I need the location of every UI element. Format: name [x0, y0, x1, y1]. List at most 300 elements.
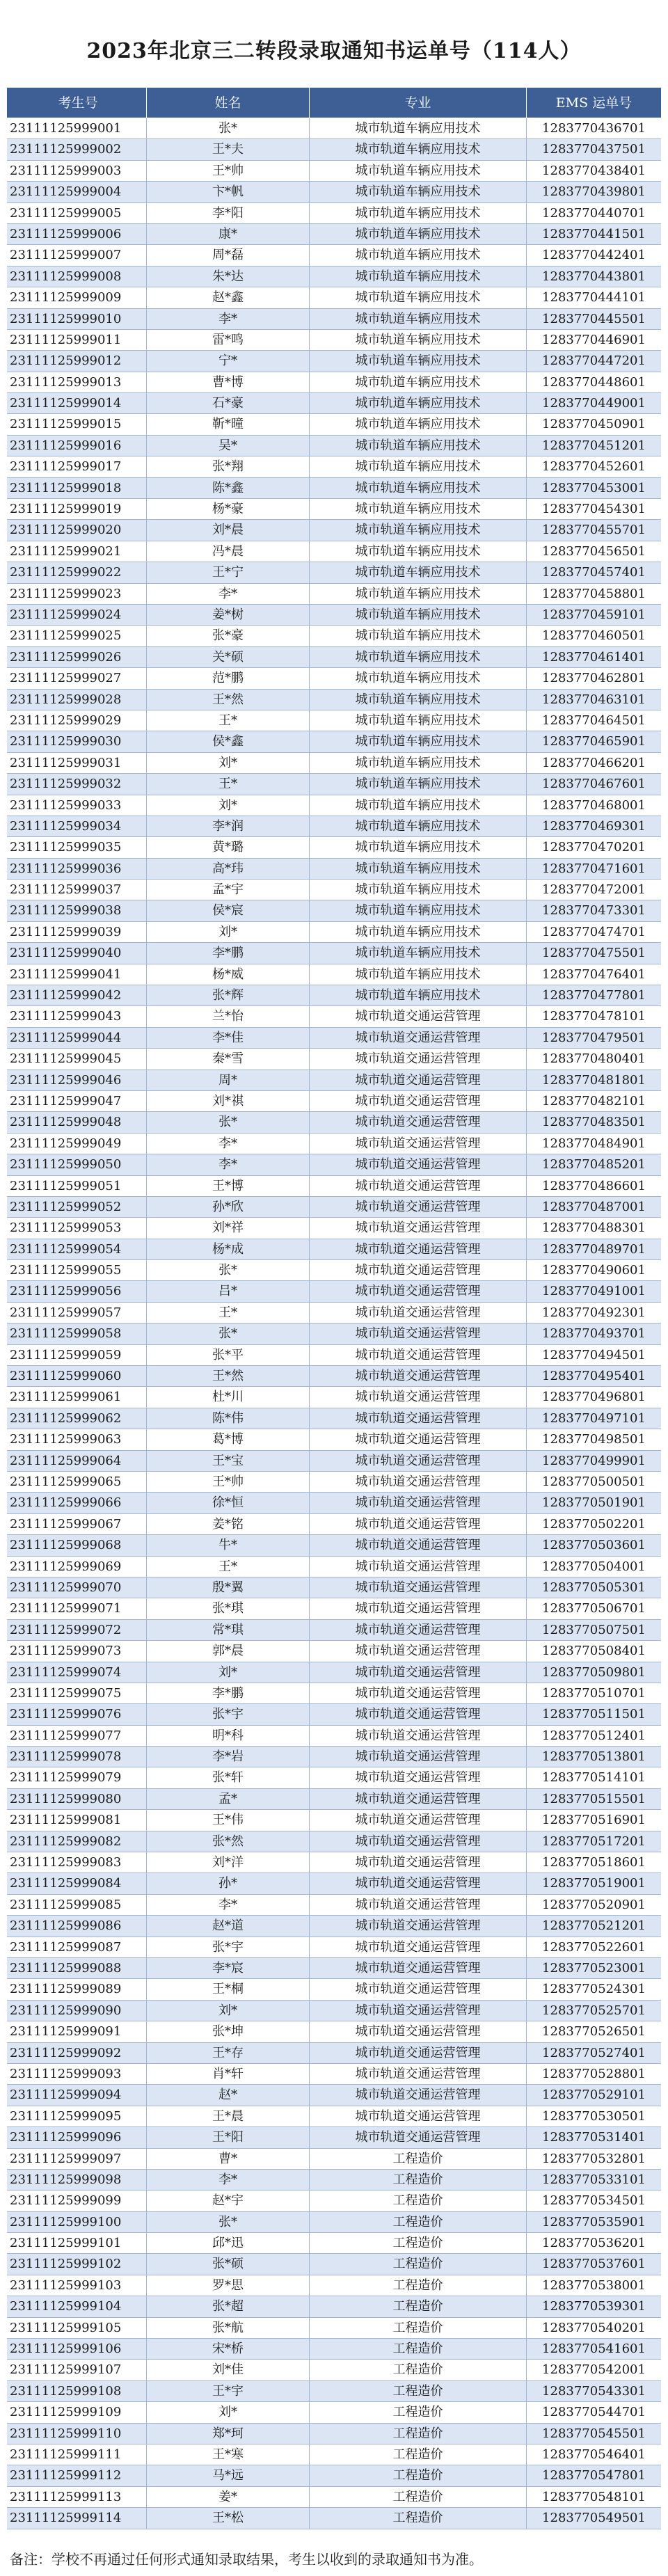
cell-name: 王*桐	[147, 1979, 310, 1999]
page-title: 2023年北京三二转段录取通知书运单号（114人）	[86, 39, 582, 63]
table-row	[7, 499, 661, 520]
cell-name: 李*	[147, 584, 310, 604]
cell-name: 常*琪	[147, 1620, 310, 1640]
cell-ems-number: 1283770509801	[542, 1664, 646, 1680]
cell-exam-id: 23111125999008	[7, 267, 147, 287]
cell-ems-number: 1283770495401	[542, 1369, 646, 1384]
table-row	[7, 1387, 661, 1408]
cell-ems-number: 1283770436701	[542, 121, 646, 136]
cell-name: 宋*桥	[147, 2339, 310, 2359]
cell-major: 城市轨道车辆应用技术	[310, 816, 527, 836]
cell-exam-id: 23111125999010	[7, 309, 147, 329]
cell-name: 朱*达	[147, 267, 310, 287]
cell-name: 王*宇	[147, 2381, 310, 2401]
cell-name: 张*豪	[147, 626, 310, 646]
cell-name: 李*岩	[147, 1747, 310, 1767]
cell-exam-id: 23111125999075	[7, 1683, 147, 1703]
cell-exam-id: 23111125999090	[7, 2001, 147, 2021]
cell-exam-id: 23111125999104	[7, 2296, 147, 2316]
cell-ems-number: 1283770504001	[542, 1559, 646, 1574]
cell-name: 王*阳	[147, 2127, 310, 2147]
cell-name: 邱*迅	[147, 2233, 310, 2253]
cell-name: 刘*晨	[147, 520, 310, 540]
table-row	[7, 1239, 661, 1260]
table-row	[7, 584, 661, 605]
table-row	[7, 1091, 661, 1112]
table-row	[7, 1345, 661, 1366]
cell-exam-id: 23111125999015	[7, 414, 147, 434]
cell-exam-id: 23111125999089	[7, 1979, 147, 1999]
cell-exam-id: 23111125999035	[7, 837, 147, 857]
cell-ems-number: 1283770514101	[542, 1770, 646, 1786]
cell-name: 王*然	[147, 690, 310, 710]
cell-major: 城市轨道交通运营管理	[310, 1916, 527, 1936]
cell-exam-id: 23111125999028	[7, 690, 147, 710]
table-row	[7, 2064, 661, 2085]
table-row	[7, 2424, 661, 2444]
cell-name: 侯*宸	[147, 900, 310, 921]
table-row	[7, 647, 661, 668]
cell-exam-id: 23111125999043	[7, 1006, 147, 1026]
table-row	[7, 2085, 661, 2106]
cell-major: 城市轨道交通运营管理	[310, 1197, 527, 1217]
cell-exam-id: 23111125999087	[7, 1937, 147, 1957]
cell-name: 秦*雪	[147, 1049, 310, 1069]
cell-name: 刘*	[147, 2001, 310, 2021]
cell-exam-id: 23111125999113	[7, 2487, 147, 2507]
cell-ems-number: 1283770533101	[542, 2172, 646, 2187]
table-row	[7, 668, 661, 689]
cell-major: 城市轨道交通运营管理	[310, 1852, 527, 1873]
cell-name: 杨*威	[147, 964, 310, 985]
cell-ems-number: 1283770493701	[542, 1326, 646, 1342]
table-row	[7, 2381, 661, 2402]
cell-major: 城市轨道交通运营管理	[310, 1620, 527, 1640]
cell-exam-id: 23111125999107	[7, 2360, 147, 2380]
cell-major: 城市轨道交通运营管理	[310, 1345, 527, 1365]
cell-major: 城市轨道交通运营管理	[310, 1958, 527, 1978]
table-row	[7, 753, 661, 774]
table-row	[7, 1535, 661, 1556]
header-ems-number: EMS 运单号	[555, 95, 633, 111]
cell-major: 城市轨道车辆应用技术	[310, 562, 527, 582]
cell-major: 城市轨道交通运营管理	[310, 1260, 527, 1280]
cell-exam-id: 23111125999105	[7, 2318, 147, 2338]
cell-major: 工程造价	[310, 2296, 527, 2316]
cell-ems-number: 1283770506701	[542, 1601, 646, 1616]
cell-exam-id: 23111125999094	[7, 2085, 147, 2105]
cell-exam-id: 23111125999047	[7, 1091, 147, 1111]
cell-ems-number: 1283770540201	[542, 2320, 646, 2335]
cell-ems-number: 1283770457401	[542, 565, 646, 580]
cell-ems-number: 1283770466201	[542, 755, 646, 770]
cell-exam-id: 23111125999030	[7, 731, 147, 752]
cell-major: 工程造价	[310, 2381, 527, 2401]
cell-exam-id: 23111125999041	[7, 964, 147, 985]
cell-name: 侯*鑫	[147, 731, 310, 752]
cell-ems-number: 1283770448601	[542, 374, 646, 390]
cell-name: 赵*宇	[147, 2191, 310, 2211]
cell-name: 肖*轩	[147, 2064, 310, 2084]
cell-exam-id: 23111125999073	[7, 1641, 147, 1661]
cell-major: 城市轨道交通运营管理	[310, 1006, 527, 1026]
cell-exam-id: 23111125999013	[7, 372, 147, 392]
cell-name: 刘*	[147, 753, 310, 773]
cell-name: 王*	[147, 1557, 310, 1577]
cell-major: 工程造价	[310, 2444, 527, 2465]
cell-name: 陈*鑫	[147, 478, 310, 498]
table-row	[7, 774, 661, 795]
cell-name: 刘*佳	[147, 2360, 310, 2380]
cell-major: 城市轨道交通运营管理	[310, 1979, 527, 1999]
cell-major: 城市轨道车辆应用技术	[310, 330, 527, 350]
table-row	[7, 880, 661, 900]
cell-major: 城市轨道车辆应用技术	[310, 900, 527, 921]
cell-name: 殷*翼	[147, 1577, 310, 1598]
cell-exam-id: 23111125999095	[7, 2106, 147, 2126]
table-row	[7, 309, 661, 330]
cell-major: 城市轨道车辆应用技术	[310, 436, 527, 456]
cell-major: 城市轨道交通运营管理	[310, 2064, 527, 2084]
table-row	[7, 1937, 661, 1958]
cell-exam-id: 23111125999085	[7, 1895, 147, 1915]
cell-major: 城市轨道交通运营管理	[310, 1557, 527, 1577]
table-row	[7, 1451, 661, 1472]
cell-ems-number: 1283770439801	[542, 184, 646, 200]
cell-name: 王*然	[147, 1366, 310, 1386]
cell-name: 张*轩	[147, 1767, 310, 1788]
table-row	[7, 224, 661, 245]
cell-name: 王*松	[147, 2508, 310, 2528]
table-row	[7, 520, 661, 541]
cell-exam-id: 23111125999036	[7, 859, 147, 879]
cell-name: 李*阳	[147, 203, 310, 223]
cell-major: 城市轨道车辆应用技术	[310, 774, 527, 794]
cell-ems-number: 1283770467601	[542, 777, 646, 792]
cell-major: 城市轨道交通运营管理	[310, 1747, 527, 1767]
cell-major: 城市轨道车辆应用技术	[310, 605, 527, 625]
cell-name: 刘*	[147, 922, 310, 942]
cell-exam-id: 23111125999100	[7, 2212, 147, 2232]
table-row	[7, 2127, 661, 2148]
cell-exam-id: 23111125999052	[7, 1197, 147, 1217]
table-row	[7, 1895, 661, 1916]
cell-major: 城市轨道交通运营管理	[310, 1154, 527, 1175]
cell-major: 城市轨道车辆应用技术	[310, 309, 527, 329]
cell-name: 孟*宇	[147, 880, 310, 900]
cell-exam-id: 23111125999026	[7, 647, 147, 667]
cell-ems-number: 1283770516901	[542, 1813, 646, 1828]
cell-name: 赵*道	[147, 1916, 310, 1936]
table-row	[7, 1323, 661, 1344]
cell-name: 吴*	[147, 436, 310, 456]
table-row	[7, 605, 661, 626]
cell-name: 杜*川	[147, 1387, 310, 1407]
cell-exam-id: 23111125999059	[7, 1345, 147, 1365]
table-row	[7, 2043, 661, 2064]
cell-name: 张*硕	[147, 2254, 310, 2274]
table-row	[7, 731, 661, 752]
cell-name: 曹*	[147, 2149, 310, 2169]
cell-name: 李*佳	[147, 1028, 310, 1048]
table-row	[7, 985, 661, 1006]
cell-exam-id: 23111125999042	[7, 985, 147, 1005]
cell-major: 城市轨道车辆应用技术	[310, 690, 527, 710]
cell-exam-id: 23111125999106	[7, 2339, 147, 2359]
table-row	[7, 1577, 661, 1598]
cell-ems-number: 1283770445501	[542, 311, 646, 326]
cell-exam-id: 23111125999088	[7, 1958, 147, 1978]
cell-exam-id: 23111125999070	[7, 1577, 147, 1598]
cell-exam-id: 23111125999086	[7, 1916, 147, 1936]
cell-exam-id: 23111125999053	[7, 1218, 147, 1238]
cell-name: 兰*怡	[147, 1006, 310, 1026]
cell-ems-number: 1283770444101	[542, 290, 646, 305]
cell-exam-id: 23111125999005	[7, 203, 147, 223]
table-row	[7, 118, 661, 139]
admission-table	[7, 88, 661, 2529]
cell-ems-number: 1283770480401	[542, 1051, 646, 1067]
cell-exam-id: 23111125999076	[7, 1704, 147, 1724]
cell-exam-id: 23111125999029	[7, 710, 147, 731]
cell-major: 工程造价	[310, 2339, 527, 2359]
cell-name: 张*宇	[147, 1937, 310, 1957]
cell-name: 李*润	[147, 816, 310, 836]
cell-major: 城市轨道车辆应用技术	[310, 668, 527, 688]
cell-major: 城市轨道车辆应用技术	[310, 499, 527, 519]
cell-name: 康*	[147, 224, 310, 244]
cell-ems-number: 1283770441501	[542, 226, 646, 241]
cell-major: 城市轨道车辆应用技术	[310, 372, 527, 392]
cell-major: 工程造价	[310, 2254, 527, 2274]
table-row	[7, 1197, 661, 1218]
table-row	[7, 2149, 661, 2170]
cell-exam-id: 23111125999081	[7, 1810, 147, 1830]
table-row	[7, 1641, 661, 1662]
cell-exam-id: 23111125999004	[7, 182, 147, 202]
table-row	[7, 182, 661, 202]
cell-name: 李*宸	[147, 1958, 310, 1978]
table-row	[7, 1789, 661, 1810]
cell-exam-id: 23111125999045	[7, 1049, 147, 1069]
cell-ems-number: 1283770538001	[542, 2277, 646, 2293]
cell-ems-number: 1283770547801	[542, 2468, 646, 2483]
cell-ems-number: 1283770450901	[542, 417, 646, 432]
cell-major: 城市轨道车辆应用技术	[310, 647, 527, 667]
cell-major: 城市轨道交通运营管理	[310, 1429, 527, 1449]
footer-note: 备注：学校不再通过任何形式通知录取结果，考生以收到的录取通知书为准。	[10, 2551, 483, 2568]
table-row	[7, 2487, 661, 2508]
cell-ems-number: 1283770530501	[542, 2108, 646, 2124]
cell-major: 城市轨道车辆应用技术	[310, 837, 527, 857]
cell-exam-id: 23111125999019	[7, 499, 147, 519]
cell-ems-number: 1283770545501	[542, 2426, 646, 2441]
cell-exam-id: 23111125999040	[7, 943, 147, 963]
cell-ems-number: 1283770510701	[542, 1685, 646, 1701]
cell-ems-number: 1283770522601	[542, 1939, 646, 1955]
cell-ems-number: 1283770459101	[542, 607, 646, 622]
cell-major: 城市轨道交通运营管理	[310, 1831, 527, 1852]
table-row	[7, 1303, 661, 1323]
cell-exam-id: 23111125999001	[7, 118, 147, 138]
cell-name: 牛*	[147, 1535, 310, 1555]
table-row	[7, 1767, 661, 1788]
cell-major: 城市轨道交通运营管理	[310, 1535, 527, 1555]
cell-name: 张*辉	[147, 985, 310, 1005]
cell-ems-number: 1283770501901	[542, 1495, 646, 1511]
cell-major: 城市轨道交通运营管理	[310, 1493, 527, 1513]
cell-name: 雷*鸣	[147, 330, 310, 350]
cell-ems-number: 1283770473301	[542, 903, 646, 919]
cell-major: 工程造价	[310, 2212, 527, 2232]
cell-name: 陈*伟	[147, 1408, 310, 1429]
cell-name: 张*平	[147, 1345, 310, 1365]
cell-major: 城市轨道交通运营管理	[310, 1281, 527, 1301]
cell-major: 城市轨道交通运营管理	[310, 2106, 527, 2126]
table-row	[7, 2212, 661, 2233]
cell-major: 城市轨道车辆应用技术	[310, 351, 527, 371]
cell-major: 城市轨道交通运营管理	[310, 1408, 527, 1429]
cell-major: 工程造价	[310, 2508, 527, 2528]
cell-name: 王*宝	[147, 1451, 310, 1471]
table-row	[7, 1958, 661, 1979]
table-row	[7, 2465, 661, 2486]
cell-name: 葛*博	[147, 1429, 310, 1449]
cell-major: 城市轨道车辆应用技术	[310, 267, 527, 287]
cell-exam-id: 23111125999057	[7, 1303, 147, 1323]
cell-ems-number: 1283770521201	[542, 1918, 646, 1934]
cell-major: 城市轨道交通运营管理	[310, 1112, 527, 1132]
cell-major: 城市轨道交通运营管理	[310, 1789, 527, 1809]
table-row	[7, 1006, 661, 1027]
cell-name: 姜*	[147, 2487, 310, 2507]
cell-exam-id: 23111125999080	[7, 1789, 147, 1809]
cell-name: 刘*	[147, 2402, 310, 2422]
table-row	[7, 900, 661, 921]
cell-major: 城市轨道车辆应用技术	[310, 985, 527, 1005]
cell-name: 王*存	[147, 2043, 310, 2063]
cell-ems-number: 1283770449001	[542, 396, 646, 411]
cell-exam-id: 23111125999077	[7, 1726, 147, 1746]
table-row	[7, 1134, 661, 1154]
cell-major: 工程造价	[310, 2424, 527, 2444]
cell-name: 孙*	[147, 1873, 310, 1893]
cell-exam-id: 23111125999006	[7, 224, 147, 244]
cell-exam-id: 23111125999048	[7, 1112, 147, 1132]
cell-name: 李*	[147, 309, 310, 329]
cell-exam-id: 23111125999049	[7, 1134, 147, 1154]
cell-ems-number: 1283770482101	[542, 1093, 646, 1108]
cell-exam-id: 23111125999112	[7, 2465, 147, 2486]
table-row	[7, 1598, 661, 1619]
cell-ems-number: 1283770476401	[542, 967, 646, 982]
table-row	[7, 1747, 661, 1767]
cell-name: 冯*晨	[147, 541, 310, 562]
table-row	[7, 837, 661, 858]
cell-ems-number: 1283770451201	[542, 438, 646, 453]
cell-name: 张*然	[147, 1831, 310, 1852]
table-row	[7, 1429, 661, 1450]
cell-ems-number: 1283770474701	[542, 924, 646, 939]
cell-name: 郭*晨	[147, 1641, 310, 1661]
cell-major: 城市轨道交通运营管理	[310, 1134, 527, 1154]
cell-name: 黄*璐	[147, 837, 310, 857]
table-row	[7, 626, 661, 646]
table-row	[7, 414, 661, 435]
table-row	[7, 161, 661, 182]
cell-exam-id: 23111125999091	[7, 2021, 147, 2042]
cell-exam-id: 23111125999066	[7, 1493, 147, 1513]
cell-ems-number: 1283770524301	[542, 1982, 646, 1997]
cell-name: 赵*鑫	[147, 287, 310, 308]
cell-ems-number: 1283770470201	[542, 840, 646, 855]
table-row	[7, 2360, 661, 2380]
cell-major: 城市轨道交通运营管理	[310, 2043, 527, 2063]
cell-exam-id: 23111125999092	[7, 2043, 147, 2063]
cell-major: 工程造价	[310, 2233, 527, 2253]
cell-exam-id: 23111125999014	[7, 393, 147, 413]
cell-name: 李*鹏	[147, 943, 310, 963]
cell-exam-id: 23111125999039	[7, 922, 147, 942]
cell-exam-id: 23111125999020	[7, 520, 147, 540]
cell-ems-number: 1283770500501	[542, 1474, 646, 1489]
cell-ems-number: 1283770512401	[542, 1728, 646, 1743]
table-row	[7, 2296, 661, 2317]
table-row	[7, 456, 661, 477]
cell-ems-number: 1283770469301	[542, 818, 646, 834]
cell-exam-id: 23111125999097	[7, 2149, 147, 2169]
cell-exam-id: 23111125999012	[7, 351, 147, 371]
table-row	[7, 1260, 661, 1281]
cell-ems-number: 1283770481801	[542, 1072, 646, 1088]
cell-exam-id: 23111125999037	[7, 880, 147, 900]
cell-name: 明*科	[147, 1726, 310, 1746]
cell-ems-number: 1283770468001	[542, 797, 646, 813]
cell-ems-number: 1283770486601	[542, 1178, 646, 1193]
table-row	[7, 2339, 661, 2360]
cell-exam-id: 23111125999109	[7, 2402, 147, 2422]
cell-major: 城市轨道交通运营管理	[310, 2127, 527, 2147]
cell-major: 城市轨道车辆应用技术	[310, 795, 527, 816]
cell-name: 张*航	[147, 2318, 310, 2338]
cell-name: 张*	[147, 1323, 310, 1344]
cell-major: 城市轨道交通运营管理	[310, 1937, 527, 1957]
cell-exam-id: 23111125999054	[7, 1239, 147, 1259]
cell-exam-id: 23111125999024	[7, 605, 147, 625]
table-row	[7, 2191, 661, 2211]
table-row	[7, 1281, 661, 1302]
cell-name: 姜*树	[147, 605, 310, 625]
cell-major: 城市轨道车辆应用技术	[310, 541, 527, 562]
cell-name: 王*博	[147, 1176, 310, 1196]
table-row	[7, 943, 661, 964]
cell-major: 城市轨道交通运营管理	[310, 1366, 527, 1386]
cell-major: 工程造价	[310, 2487, 527, 2507]
cell-major: 城市轨道车辆应用技术	[310, 456, 527, 477]
cell-major: 城市轨道交通运营管理	[310, 1683, 527, 1703]
cell-name: 张*	[147, 1260, 310, 1280]
cell-ems-number: 1283770452601	[542, 459, 646, 475]
cell-major: 城市轨道交通运营管理	[310, 1070, 527, 1090]
cell-name: 孙*欣	[147, 1197, 310, 1217]
cell-name: 张*宇	[147, 1704, 310, 1724]
cell-ems-number: 1283770526501	[542, 2024, 646, 2040]
table-row	[7, 1408, 661, 1429]
cell-ems-number: 1283770528801	[542, 2066, 646, 2081]
cell-exam-id: 23111125999051	[7, 1176, 147, 1196]
cell-major: 城市轨道交通运营管理	[310, 1091, 527, 1111]
cell-major: 城市轨道交通运营管理	[310, 2021, 527, 2042]
